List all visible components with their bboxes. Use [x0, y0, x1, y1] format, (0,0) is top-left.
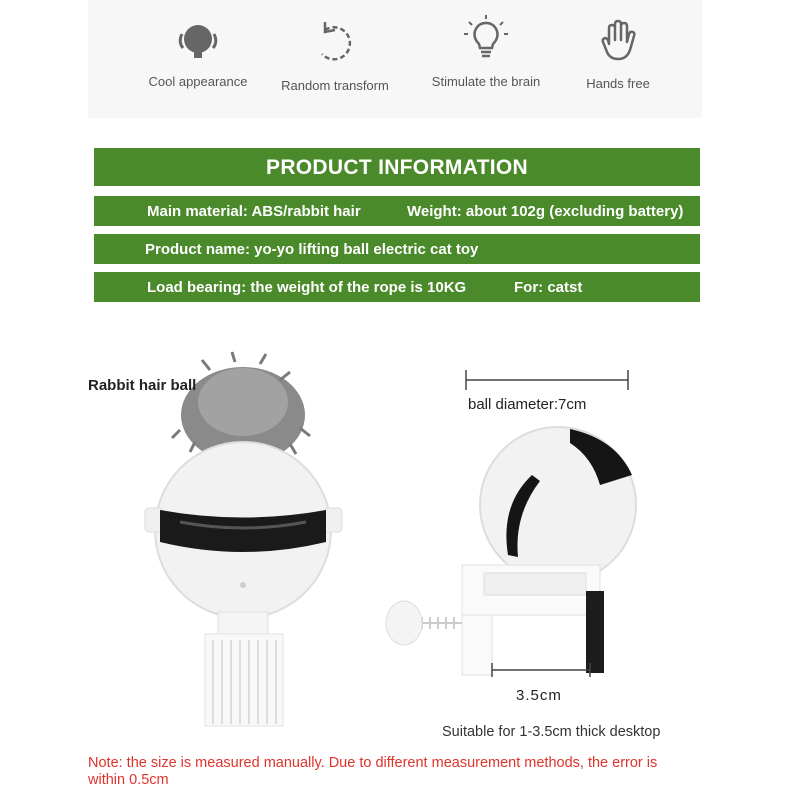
- rotate-arrow-icon: [310, 18, 360, 68]
- feature-label: Cool appearance: [148, 74, 248, 89]
- ball-robot-icon: [173, 14, 223, 64]
- feature-strip: [88, 0, 702, 118]
- product-info-row-material: [94, 196, 700, 226]
- hand-icon: [593, 16, 643, 66]
- feature-label: Random transform: [281, 78, 389, 93]
- product-name-text: Product name: yo-yo lifting ball electric cat toy: [145, 241, 479, 258]
- feature-random-transform: [265, 4, 405, 122]
- product-info-title: PRODUCT INFORMATION: [266, 156, 528, 179]
- measurement-note: Note: the size is measured manually. Due to different measurement methods, the error is within 0.5cm: [88, 755, 658, 788]
- feature-label: Hands free: [586, 76, 650, 91]
- toy-side-view: [380, 365, 640, 695]
- feature-label: Stimulate the brain: [431, 74, 541, 89]
- material-text: Main material: ABS/rabbit hair: [147, 203, 361, 220]
- rabbit-hair-label: Rabbit hair ball: [88, 377, 197, 394]
- for-text: For: catst: [514, 279, 583, 296]
- feature-stimulate-brain: [416, 0, 556, 118]
- load-text: Load bearing: the weight of the rope is 10KG: [147, 279, 467, 296]
- feature-hands-free: [548, 2, 688, 120]
- feature-cool-appearance: [128, 0, 268, 118]
- clamp-width-label: 3.5cm: [516, 687, 562, 704]
- toy-front-view: [140, 340, 370, 735]
- weight-text: Weight: about 102g (excluding battery): [407, 203, 684, 220]
- lightbulb-icon: [461, 14, 511, 64]
- product-info-row-name: [94, 234, 700, 264]
- product-info-row-load: [94, 272, 700, 302]
- product-info-title-band: [94, 148, 700, 186]
- ball-diameter-label: ball diameter:7cm: [468, 396, 587, 413]
- suitable-desktop-label: Suitable for 1-3.5cm thick desktop: [442, 724, 661, 740]
